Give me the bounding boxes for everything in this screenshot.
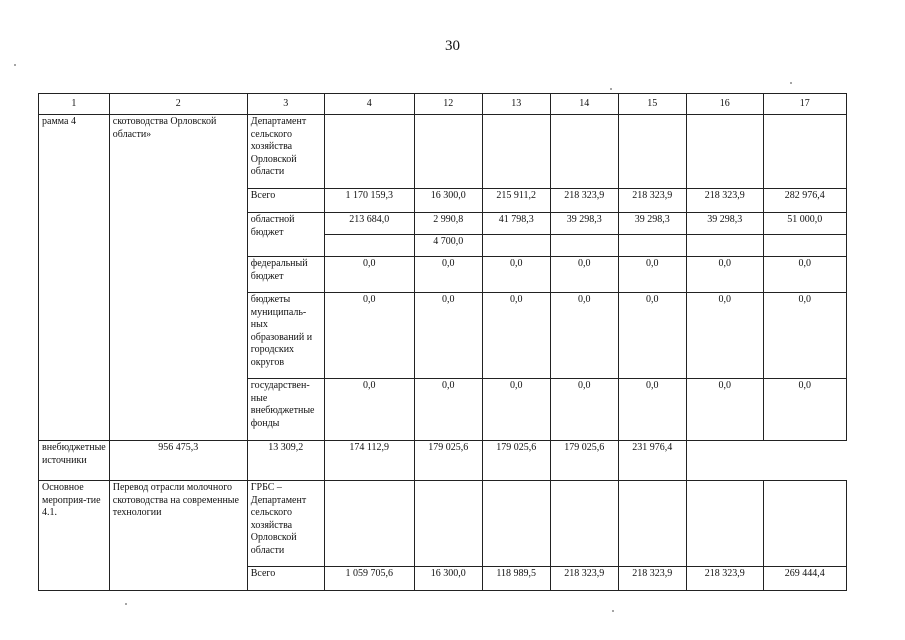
funding-source-cell: внебюджетные источники [39, 441, 110, 481]
value-cell [618, 115, 686, 189]
column-number-row [39, 94, 847, 115]
value-cell: 1 059 705,6 [324, 567, 414, 591]
value-cell [324, 481, 414, 567]
value-cell: 0,0 [482, 293, 550, 379]
value-cell: 0,0 [550, 293, 618, 379]
value-cell: 0,0 [763, 379, 846, 441]
column-header: 16 [686, 94, 763, 115]
value-cell: 0,0 [686, 257, 763, 293]
value-cell: 179 025,6 [482, 441, 550, 481]
value-cell: 39 298,3 [550, 213, 618, 235]
table-row [39, 481, 847, 567]
value-cell: 39 298,3 [686, 213, 763, 235]
value-cell: 0,0 [482, 257, 550, 293]
value-cell: 218 323,9 [618, 567, 686, 591]
value-cell: 0,0 [763, 257, 846, 293]
item-title-cell: Перевод отрасли молочного скотоводства на современные технологии [109, 481, 247, 591]
value-cell [550, 115, 618, 189]
value-cell [763, 115, 846, 189]
column-header: 12 [414, 94, 482, 115]
value-cell: 0,0 [550, 257, 618, 293]
value-cell: 0,0 [324, 293, 414, 379]
value-cell: 218 323,9 [618, 189, 686, 213]
funding-source-cell: Всего [247, 567, 324, 591]
value-cell: 2 990,8 [414, 213, 482, 235]
scan-speck [125, 603, 127, 605]
value-cell [414, 115, 482, 189]
table-row [39, 441, 847, 481]
value-cell: 0,0 [482, 379, 550, 441]
funding-source-cell: ГРБС – Департамент сельского хозяйства Орловской области [247, 481, 324, 567]
value-cell [550, 481, 618, 567]
value-cell: 51 000,0 [763, 213, 846, 235]
funding-source-cell: Департамент сельского хозяйства Орловской области [247, 115, 324, 189]
value-cell [686, 235, 763, 257]
value-cell: 231 976,4 [618, 441, 686, 481]
funding-source-cell: федеральный бюджет [247, 257, 324, 293]
scan-speck [610, 88, 612, 90]
funding-source-cell: государствен-ные внебюджетные фонды [247, 379, 324, 441]
value-cell: 0,0 [763, 293, 846, 379]
value-cell: 0,0 [324, 379, 414, 441]
value-cell: 218 323,9 [686, 567, 763, 591]
item-code-cell: Основное мероприя-тие 4.1. [39, 481, 110, 591]
value-cell: 16 300,0 [414, 189, 482, 213]
funding-source-cell: областной бюджет [247, 213, 324, 257]
value-cell: 179 025,6 [414, 441, 482, 481]
value-cell: 1 170 159,3 [324, 189, 414, 213]
column-header: 1 [39, 94, 110, 115]
column-header: 15 [618, 94, 686, 115]
scan-speck [14, 64, 16, 66]
value-cell: 0,0 [618, 293, 686, 379]
column-header: 2 [109, 94, 247, 115]
value-cell [686, 115, 763, 189]
value-cell: 269 444,4 [763, 567, 846, 591]
funding-source-cell: Всего [247, 189, 324, 213]
value-cell: 0,0 [414, 293, 482, 379]
value-cell: 16 300,0 [414, 567, 482, 591]
value-cell: 282 976,4 [763, 189, 846, 213]
value-cell: 41 798,3 [482, 213, 550, 235]
table-row [39, 115, 847, 189]
value-cell [414, 481, 482, 567]
value-cell: 4 700,0 [414, 235, 482, 257]
value-cell [550, 235, 618, 257]
value-cell: 179 025,6 [550, 441, 618, 481]
scan-speck [612, 610, 614, 612]
value-cell: 39 298,3 [618, 213, 686, 235]
value-cell [686, 481, 763, 567]
budget-table [38, 93, 847, 591]
value-cell: 0,0 [414, 257, 482, 293]
scan-speck [790, 82, 792, 84]
value-cell: 218 323,9 [550, 567, 618, 591]
column-header: 14 [550, 94, 618, 115]
value-cell [618, 235, 686, 257]
value-cell: 13 309,2 [247, 441, 324, 481]
value-cell: 0,0 [686, 379, 763, 441]
value-cell: 218 323,9 [686, 189, 763, 213]
column-header: 17 [763, 94, 846, 115]
value-cell: 215 911,2 [482, 189, 550, 213]
value-cell: 956 475,3 [109, 441, 247, 481]
value-cell [482, 235, 550, 257]
page-number: 30 [445, 38, 460, 54]
value-cell: 0,0 [618, 379, 686, 441]
value-cell [324, 115, 414, 189]
value-cell: 0,0 [324, 257, 414, 293]
value-cell [482, 481, 550, 567]
value-cell [763, 481, 846, 567]
value-cell [324, 235, 414, 257]
column-header: 4 [324, 94, 414, 115]
value-cell [618, 481, 686, 567]
funding-source-cell: бюджеты муниципаль-ных образований и городских округов [247, 293, 324, 379]
value-cell: 0,0 [550, 379, 618, 441]
item-code-cell: рамма 4 [39, 115, 110, 441]
value-cell: 174 112,9 [324, 441, 414, 481]
value-cell: 0,0 [414, 379, 482, 441]
value-cell: 0,0 [618, 257, 686, 293]
column-header: 13 [482, 94, 550, 115]
item-title-cell: скотоводства Орловской области» [109, 115, 247, 441]
value-cell: 213 684,0 [324, 213, 414, 235]
column-header: 3 [247, 94, 324, 115]
value-cell: 0,0 [686, 293, 763, 379]
value-cell [482, 115, 550, 189]
value-cell: 118 989,5 [482, 567, 550, 591]
value-cell: 218 323,9 [550, 189, 618, 213]
value-cell [763, 235, 846, 257]
